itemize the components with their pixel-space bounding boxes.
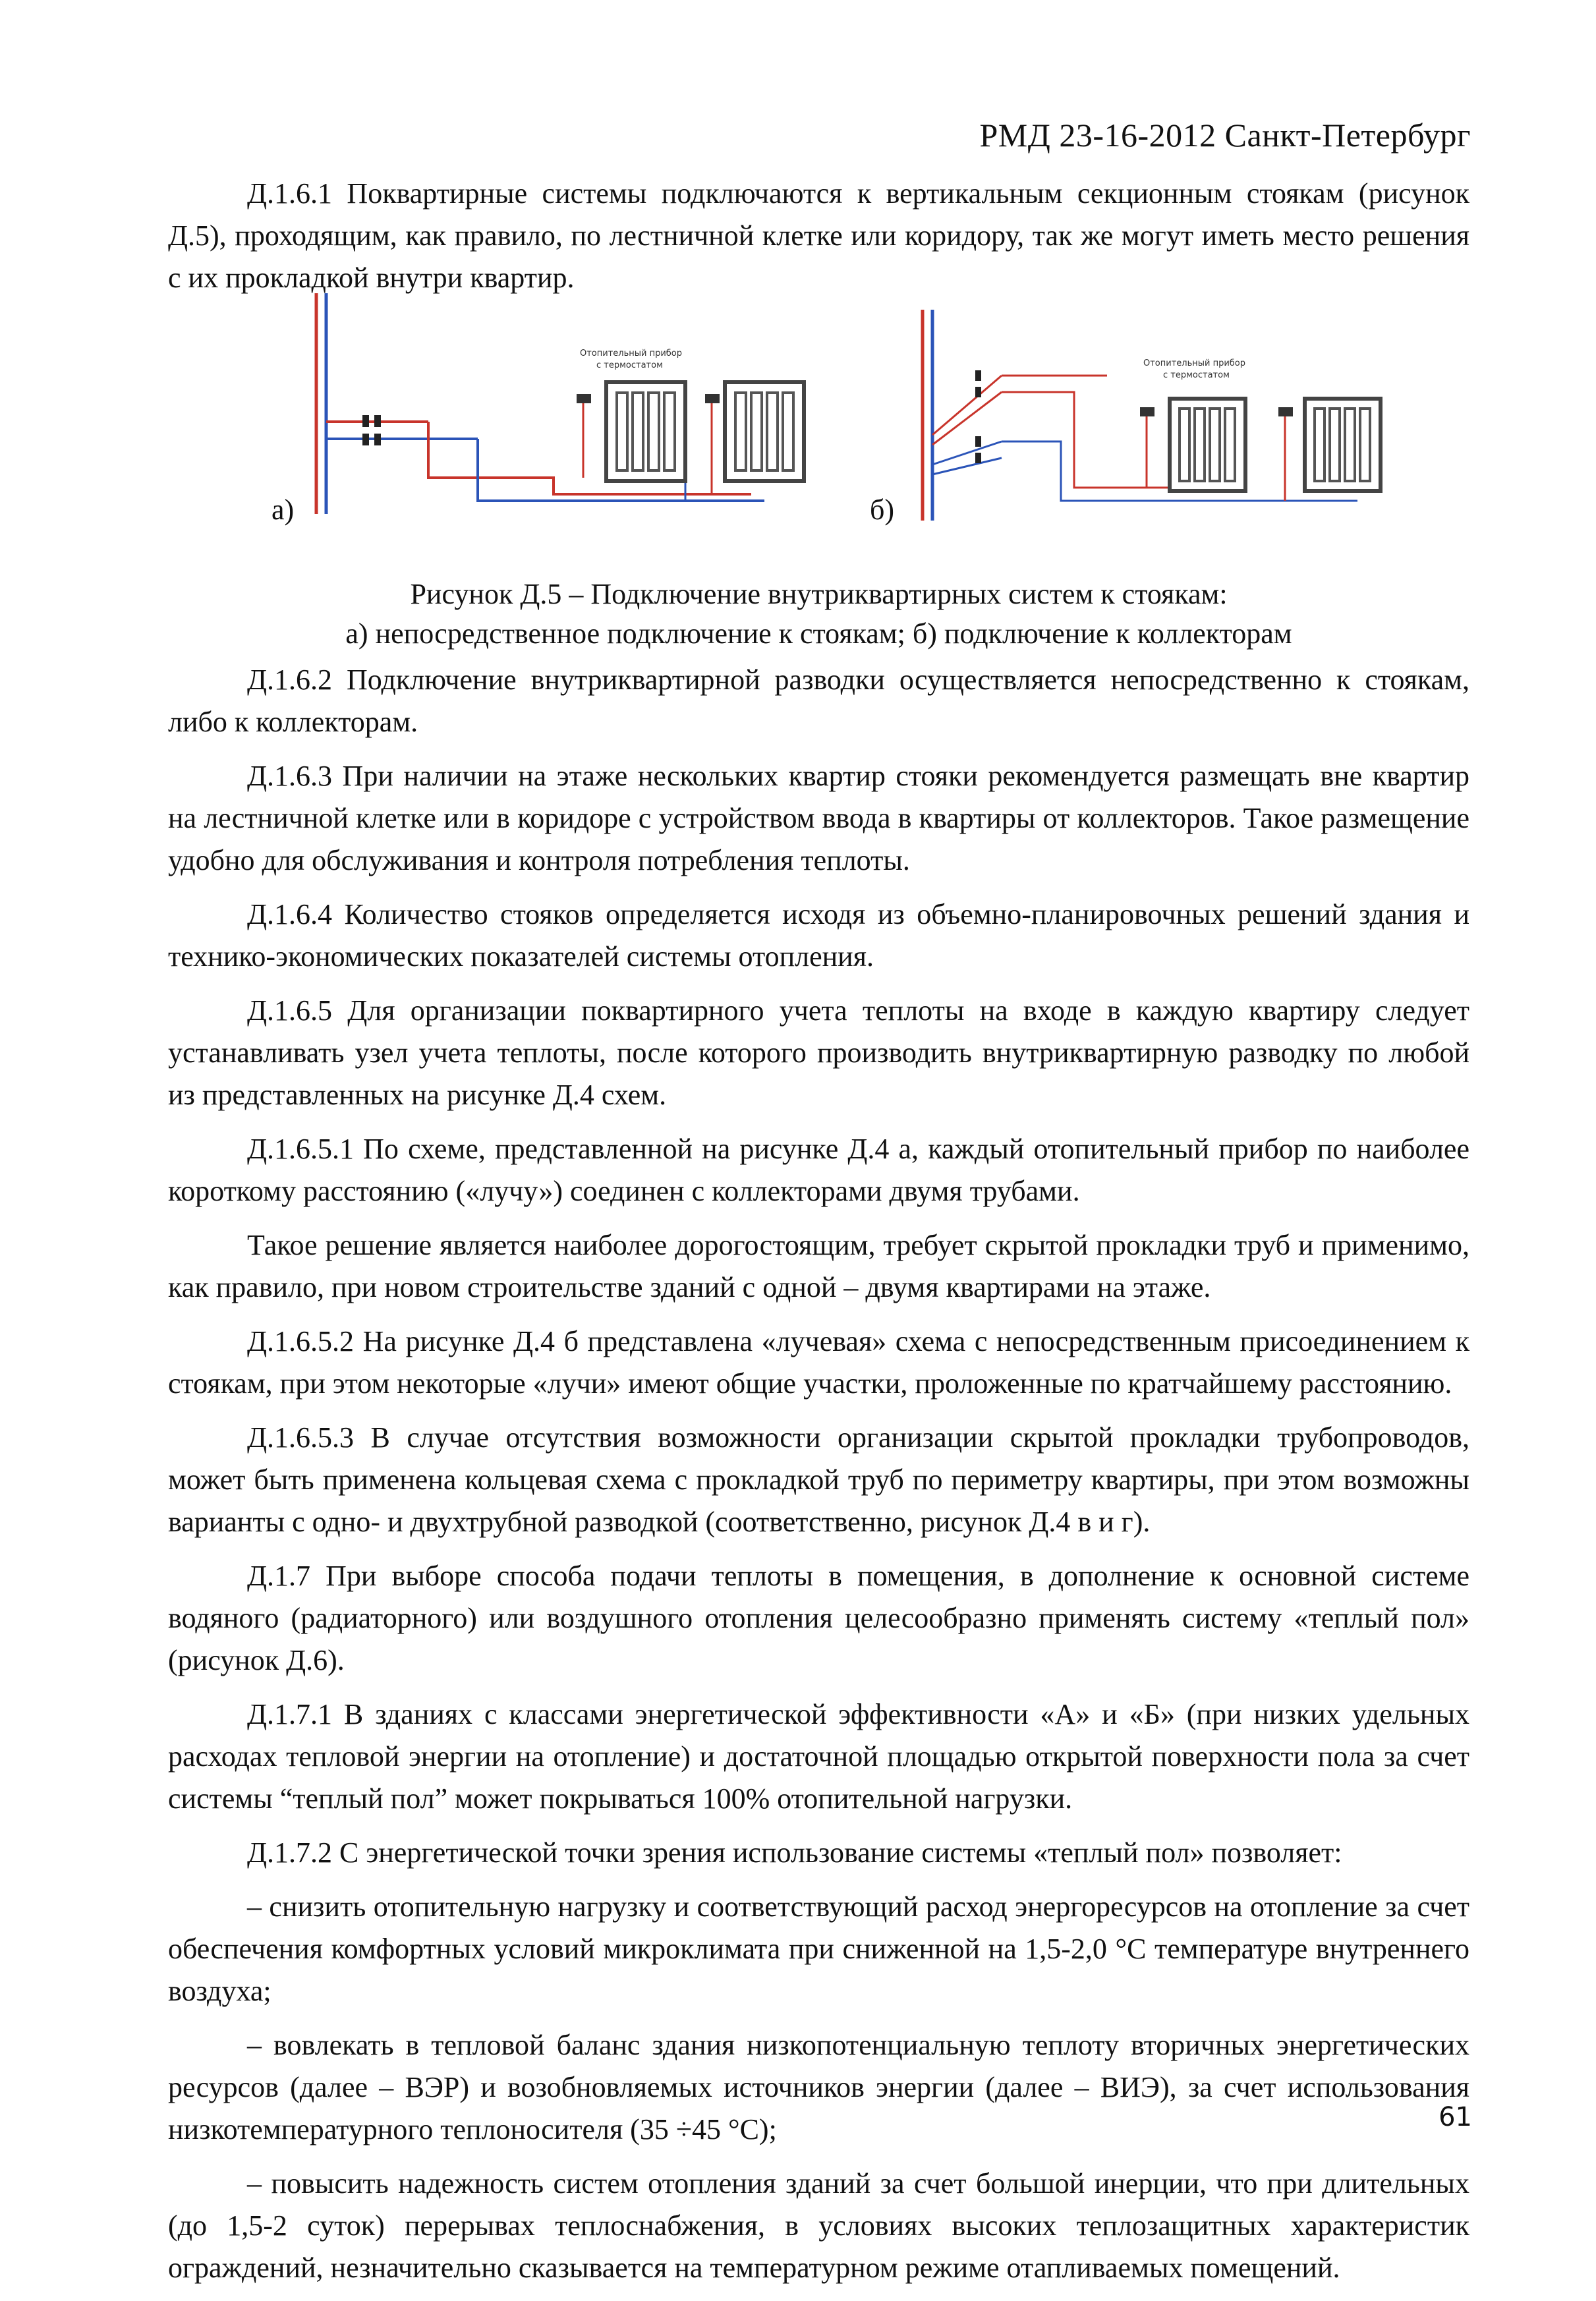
scheme-b: [923, 310, 1381, 521]
paragraph: Д.1.7.1 В зданиях с классами энергетической эффективности «А» и «Б» (при низких удельных расходах тепловой энергии на отопление) и достаточной площадью открытой поверхности пола за счет системы “теплый пол” может покрываться 100% отопительной нагрузки.: [168, 1698, 1469, 1815]
device-label-b-line2: с термостатом: [1163, 370, 1230, 380]
paragraph: Д.1.6.5 Для организации поквартирного учета теплоты на входе в каждую квартиру следует устанавливать узел учета теплоты, после которого производить внутриквартирную разводку по любой из представленных на рисунке Д.4 схем.: [168, 994, 1469, 1111]
caption-line-1: Рисунок Д.5 – Подключение внутриквартирных систем к стоякам:: [410, 578, 1228, 610]
heating-diagram: [250, 283, 1437, 540]
device-label-a-line2: с термостатом: [596, 360, 663, 370]
paragraph: Д.1.6.5.1 По схеме, представленной на рисунке Д.4 а, каждый отопительный прибор по наиболее короткому расстоянию («лучу») соединен с коллекторами двумя трубами.: [168, 1133, 1469, 1207]
device-label-a-line1: Отопительный прибор: [580, 349, 683, 358]
list-item: – снизить отопительную нагрузку и соответствующий расход энергоресурсов на отопление за счет обеспечения комфортных условий микроклимата при сниженной на 1,5-2,0 °С температуре внутреннего воздуха;: [168, 1890, 1469, 2007]
paragraph: Д.1.7.2 С энергетической точки зрения использование системы «теплый пол» позволяет:: [247, 1836, 1342, 1869]
page-number: 61: [1439, 2102, 1472, 2132]
figure-label-a: а): [271, 494, 295, 526]
paragraph: Такое решение является наиболее дорогостоящим, требует скрытой прокладки труб и применимо, как правило, при новом строительстве зданий с одной – двумя квартирами на этаже.: [168, 1229, 1469, 1303]
paragraph: Д.1.6.5.2 На рисунке Д.4 б представлена «лучевая» схема с непосредственным присоединением к стоякам, при этом некоторые «лучи» имеют общие участки, проложенные по кратчайшему расстоянию.: [168, 1325, 1469, 1400]
figure-caption: [168, 575, 1469, 654]
figure-label-b: б): [870, 494, 895, 526]
paragraph: Д.1.6.5.3 В случае отсутствия возможности организации скрытой прокладки трубопроводов, может быть применена кольцевая схема с прокладкой труб по периметру квартиры, при этом возможны варианты с одно- и двухтрубной разводкой (соответственно, рисунок Д.4 в и г).: [168, 1421, 1469, 1538]
scheme-a: [316, 293, 804, 514]
paragraph: Д.1.6.3 При наличии на этаже нескольких квартир стояки рекомендуется размещать вне квартир на лестничной клетке или в коридоре с устройством ввода в квартиры от коллекторов. Такое размещение удобно для обслуживания и контроля потребления теплоты.: [168, 760, 1469, 876]
paragraph: Д.1.6.4 Количество стояков определяется исходя из объемно-планировочных решений здания и технико-экономических показателей системы отопления.: [168, 898, 1469, 973]
document-header: РМД 23-16-2012 Санкт-Петербург: [979, 117, 1471, 154]
paragraph: Д.1.6.1 Поквартирные системы подключаются к вертикальным секционным стоякам (рисунок Д.5), проходящим, как правило, по лестничной клетке или коридору, так же могут иметь место решения с их прокладкой внутри квартир.: [168, 177, 1469, 294]
device-label-b-line1: Отопительный прибор: [1143, 358, 1246, 368]
list-item: – вовлекать в тепловой баланс здания низкопотенциальную теплоту вторичных энергетических ресурсов (далее – ВЭР) и возобновляемых источников энергии (далее – ВИЭ), за счет использования низкотемпературного теплоносителя (35 ÷45 °С);: [168, 2029, 1469, 2145]
paragraph: Д.1.7 При выборе способа подачи теплоты в помещения, в дополнение к основной системе водяного (радиаторного) или воздушного отопления целесообразно применять систему «теплый пол» (рисунок Д.6).: [168, 1560, 1469, 1676]
caption-line-2: а) непосредственное подключение к стоякам; б) подключение к коллекторам: [345, 617, 1292, 650]
main-section: [168, 659, 1469, 2301]
paragraph: Д.1.6.2 Подключение внутриквартирной разводки осуществляется непосредственно к стоякам, либо к коллекторам.: [168, 664, 1469, 738]
list-item: – повысить надежность систем отопления зданий за счет большой инерции, что при длительных (до 1,5-2 суток) перерывах теплоснабжения, в условиях высоких теплозащитных характеристик ограждений, незначительно сказывается на температурном режиме отапливаемых помещений.: [168, 2167, 1469, 2284]
figure-d5: [250, 283, 1437, 540]
